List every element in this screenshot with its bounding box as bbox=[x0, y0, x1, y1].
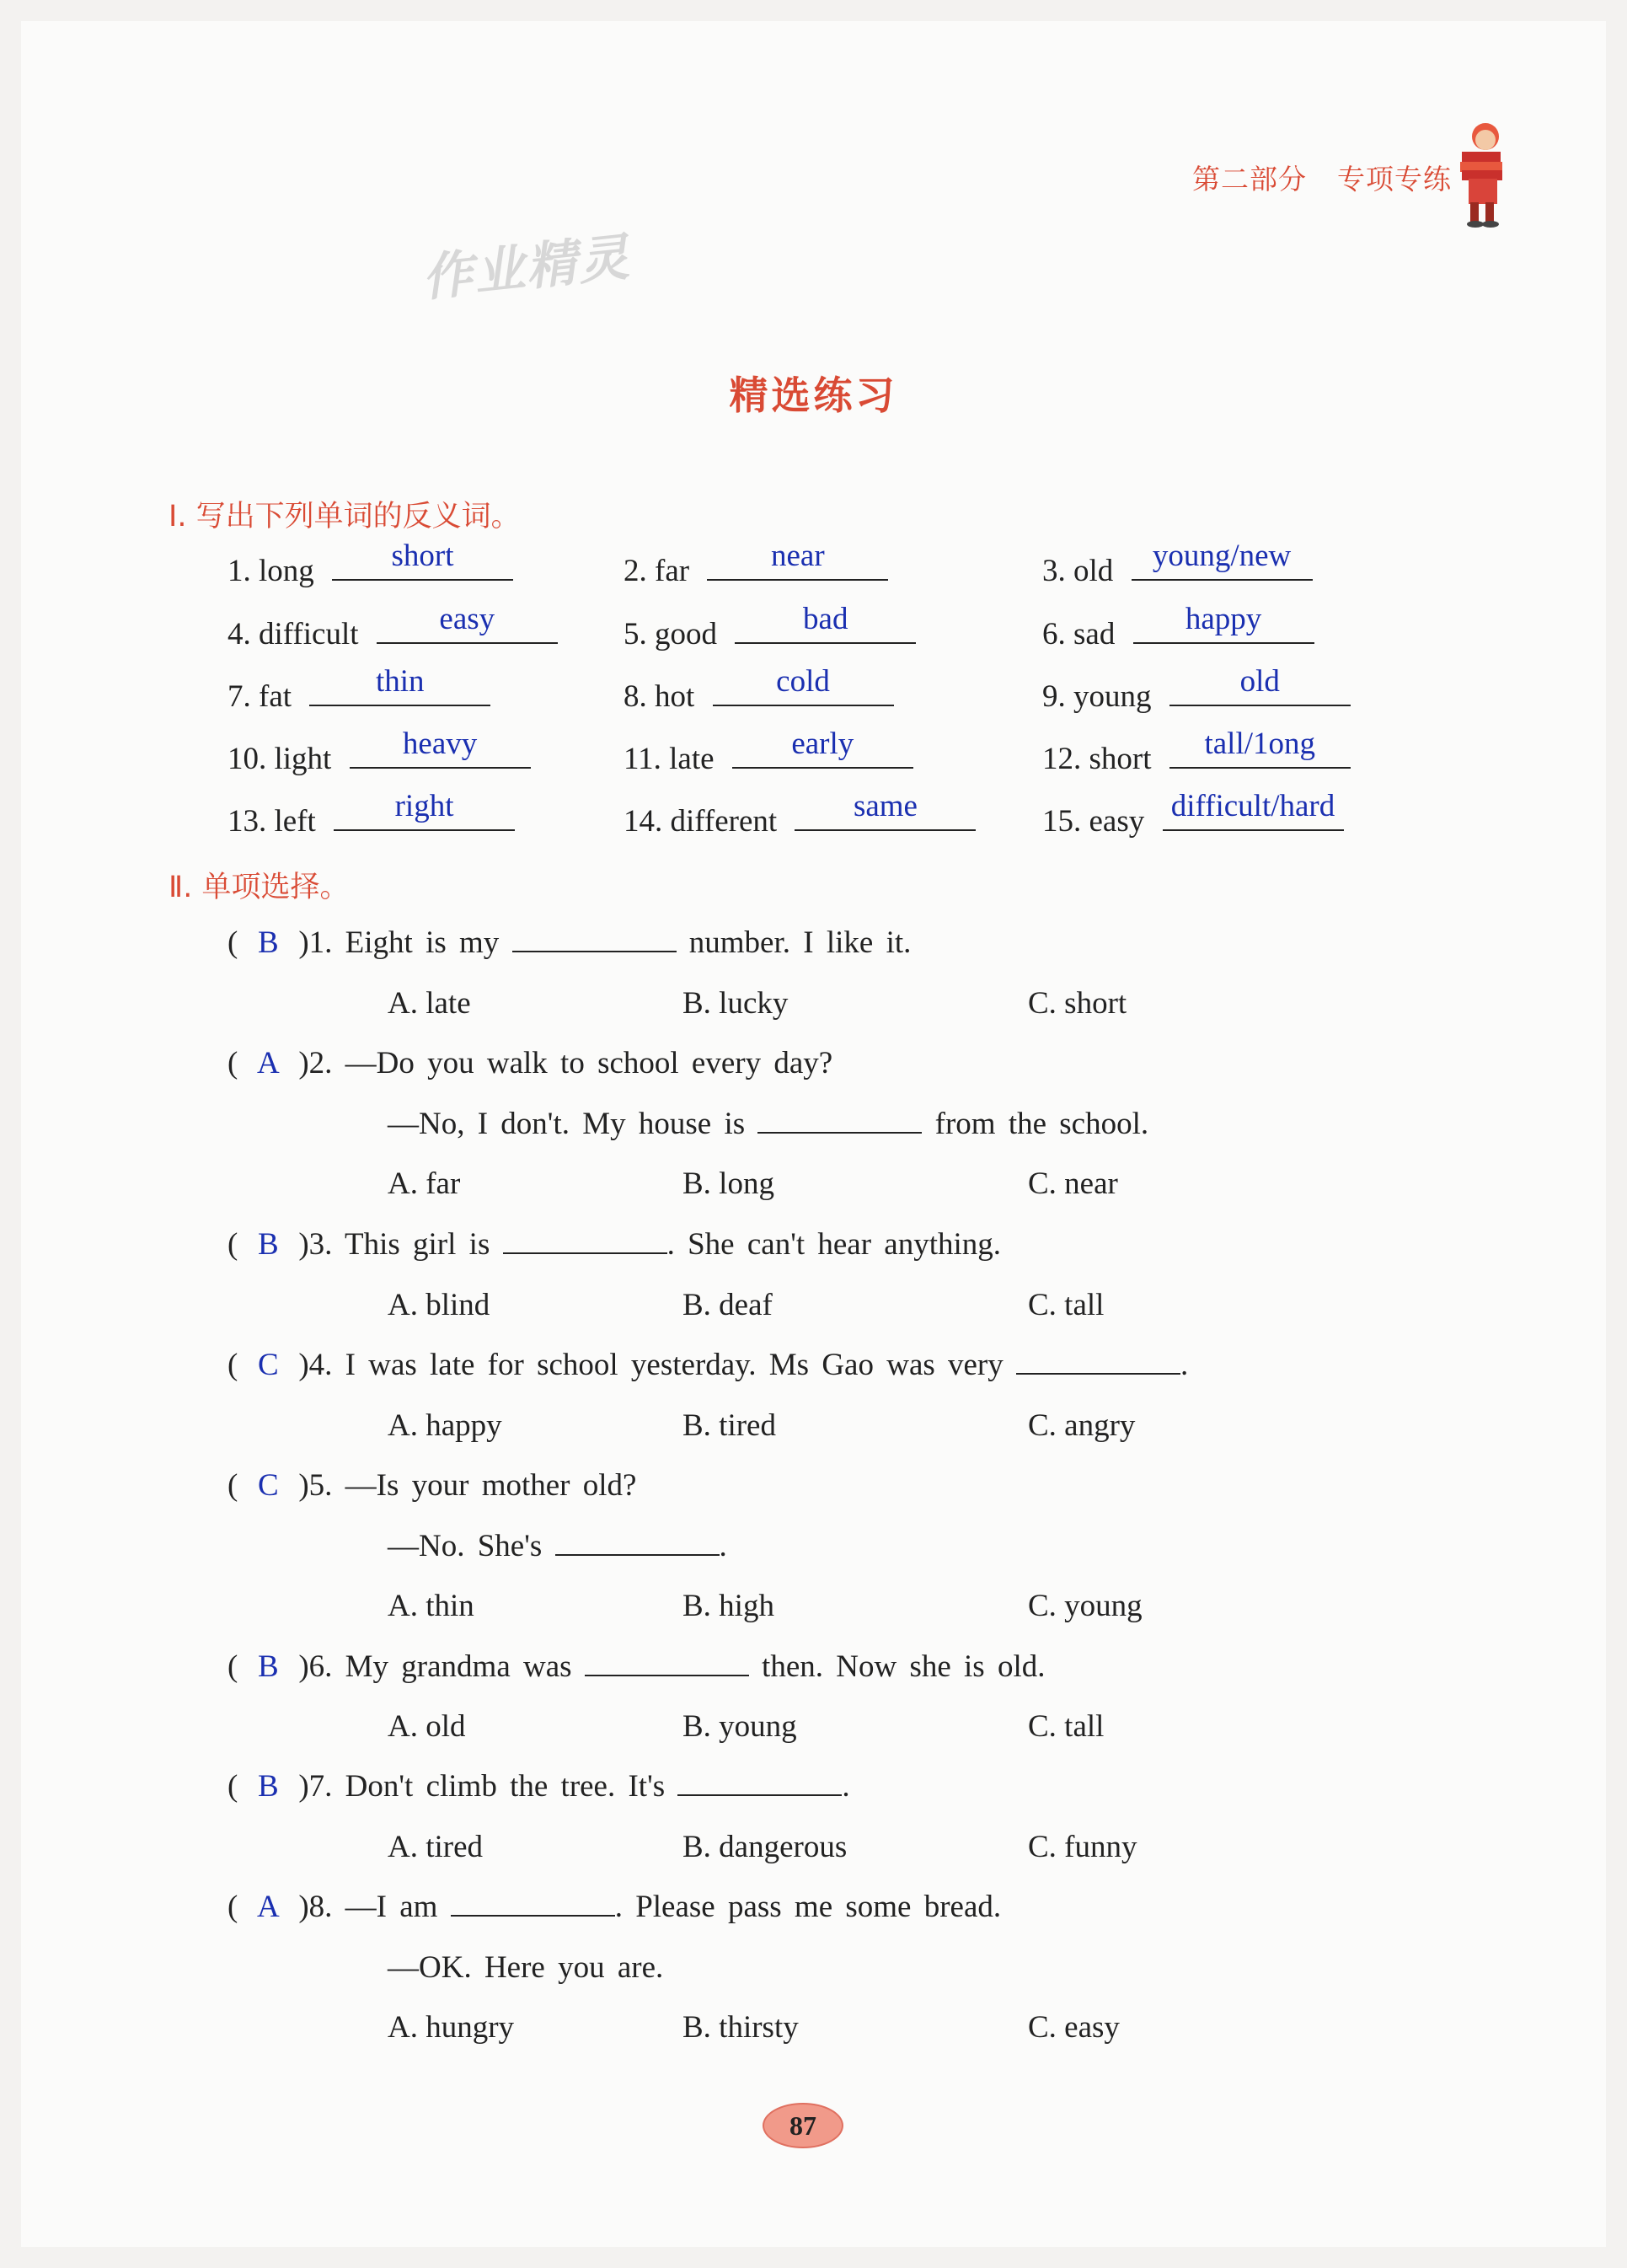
answer-blank[interactable]: bad bbox=[735, 614, 916, 644]
question-5: ( C )5. —Is your mother old? bbox=[227, 1468, 637, 1503]
running-header bbox=[1192, 158, 1482, 197]
option-c[interactable]: C. funny bbox=[1028, 1830, 1137, 1864]
vocab-item: 7. fat thin bbox=[227, 676, 490, 715]
question-1: ( B )1. Eight is my number. I like it. bbox=[227, 925, 912, 960]
option-c[interactable]: C. tall bbox=[1028, 1709, 1105, 1744]
question-4: ( C )4. I was late for school yesterday. Ms Gao was very . bbox=[227, 1348, 1189, 1382]
question-5-line-2: —No. She's . bbox=[388, 1529, 727, 1563]
answer-letter[interactable]: B bbox=[257, 1769, 279, 1804]
option-a[interactable]: A. far bbox=[388, 1166, 461, 1201]
question-blank[interactable] bbox=[503, 1227, 667, 1254]
vocab-item: 13. left right bbox=[227, 801, 515, 839]
option-a[interactable]: A. blind bbox=[388, 1288, 490, 1322]
option-a[interactable]: A. thin bbox=[388, 1589, 474, 1623]
answer-blank[interactable]: young/new bbox=[1132, 550, 1313, 581]
option-a[interactable]: A. happy bbox=[388, 1408, 502, 1443]
page-number: 87 bbox=[763, 2103, 843, 2148]
header-part: 第二部分 bbox=[1192, 163, 1307, 196]
vocab-item: 6. sad happy bbox=[1042, 614, 1314, 652]
option-a[interactable]: A. old bbox=[388, 1709, 466, 1744]
answer-letter[interactable]: C bbox=[257, 1468, 279, 1503]
question-blank[interactable] bbox=[757, 1107, 922, 1134]
question-6: ( B )6. My grandma was then. Now she is old. bbox=[227, 1649, 1046, 1684]
answer-blank[interactable]: thin bbox=[309, 676, 490, 706]
answer-letter[interactable]: B bbox=[257, 1227, 279, 1262]
vocab-item: 4. difficult easy bbox=[227, 614, 558, 652]
vocab-item: 10. light heavy bbox=[227, 738, 531, 777]
option-c[interactable]: C. near bbox=[1028, 1166, 1118, 1201]
question-blank[interactable] bbox=[1016, 1348, 1180, 1375]
answer-blank[interactable]: short bbox=[332, 550, 513, 581]
answer-blank[interactable]: heavy bbox=[350, 738, 531, 769]
option-b[interactable]: B. deaf bbox=[682, 1288, 773, 1322]
option-a[interactable]: A. tired bbox=[388, 1830, 484, 1864]
answer-blank[interactable]: easy bbox=[377, 614, 558, 644]
question-8-line-2: —OK. Here you are. bbox=[388, 1950, 664, 1985]
section-1-title: Ⅰ. 写出下列单词的反义词。 bbox=[169, 500, 521, 533]
question-blank[interactable] bbox=[451, 1890, 615, 1917]
option-b[interactable]: B. dangerous bbox=[682, 1830, 848, 1864]
answer-blank[interactable]: cold bbox=[713, 676, 894, 706]
option-c[interactable]: C. young bbox=[1028, 1589, 1143, 1623]
vocab-item: 8. hot cold bbox=[624, 676, 894, 715]
vocab-item: 14. different same bbox=[624, 801, 976, 839]
watermark: 作业精灵 bbox=[419, 228, 634, 308]
option-a[interactable]: A. late bbox=[388, 986, 471, 1021]
vocab-item: 1. long short bbox=[227, 550, 513, 589]
option-b[interactable]: B. thirsty bbox=[682, 2010, 799, 2045]
section-2-title: Ⅱ. 单项选择。 bbox=[169, 871, 350, 904]
vocab-item: 3. old young/new bbox=[1042, 550, 1313, 589]
question-blank[interactable] bbox=[555, 1529, 720, 1556]
question-blank[interactable] bbox=[585, 1649, 749, 1676]
answer-blank[interactable]: early bbox=[732, 738, 913, 769]
header-section: 专项专练 bbox=[1337, 163, 1452, 196]
answer-letter[interactable]: C bbox=[257, 1348, 279, 1382]
question-3: ( B )3. This girl is . She can't hear anything. bbox=[227, 1227, 1002, 1262]
question-8: ( A )8. —I am . Please pass me some bread. bbox=[227, 1890, 1002, 1924]
page-title: 精选练习 bbox=[729, 373, 898, 418]
option-a[interactable]: A. hungry bbox=[388, 2010, 515, 2045]
answer-blank[interactable]: near bbox=[707, 550, 888, 581]
vocab-item: 12. short tall/1ong bbox=[1042, 738, 1351, 777]
option-c[interactable]: C. easy bbox=[1028, 2010, 1120, 2045]
option-b[interactable]: B. lucky bbox=[682, 986, 789, 1021]
answer-blank[interactable]: happy bbox=[1133, 614, 1314, 644]
question-blank[interactable] bbox=[512, 925, 677, 952]
question-blank[interactable] bbox=[677, 1769, 842, 1796]
answer-letter[interactable]: B bbox=[257, 925, 279, 960]
vocab-item: 15. easy difficult/hard bbox=[1042, 801, 1344, 839]
option-b[interactable]: B. tired bbox=[682, 1408, 776, 1443]
option-c[interactable]: C. short bbox=[1028, 986, 1127, 1021]
answer-letter[interactable]: A bbox=[256, 1046, 280, 1080]
vocab-item: 9. young old bbox=[1042, 676, 1351, 715]
vocab-item: 5. good bad bbox=[624, 614, 916, 652]
answer-blank[interactable]: right bbox=[334, 801, 515, 831]
answer-letter[interactable]: B bbox=[257, 1649, 279, 1684]
answer-blank[interactable]: same bbox=[795, 801, 976, 831]
page bbox=[21, 21, 1606, 2247]
answer-blank[interactable]: old bbox=[1169, 676, 1351, 706]
vocab-item: 11. late early bbox=[624, 738, 913, 777]
option-b[interactable]: B. long bbox=[682, 1166, 774, 1201]
question-2-line-2: —No, I don't. My house is from the school. bbox=[388, 1107, 1149, 1141]
answer-blank[interactable]: tall/1ong bbox=[1169, 738, 1351, 769]
option-c[interactable]: C. angry bbox=[1028, 1408, 1136, 1443]
question-7: ( B )7. Don't climb the tree. It's . bbox=[227, 1769, 850, 1804]
question-2: ( A )2. —Do you walk to school every day? bbox=[227, 1046, 833, 1080]
vocab-item: 2. far near bbox=[624, 550, 888, 589]
option-b[interactable]: B. young bbox=[682, 1709, 797, 1744]
option-c[interactable]: C. tall bbox=[1028, 1288, 1105, 1322]
option-b[interactable]: B. high bbox=[682, 1589, 774, 1623]
answer-letter[interactable]: A bbox=[256, 1890, 280, 1924]
answer-blank[interactable]: difficult/hard bbox=[1163, 801, 1344, 831]
mascot-reading-icon bbox=[1453, 118, 1512, 228]
